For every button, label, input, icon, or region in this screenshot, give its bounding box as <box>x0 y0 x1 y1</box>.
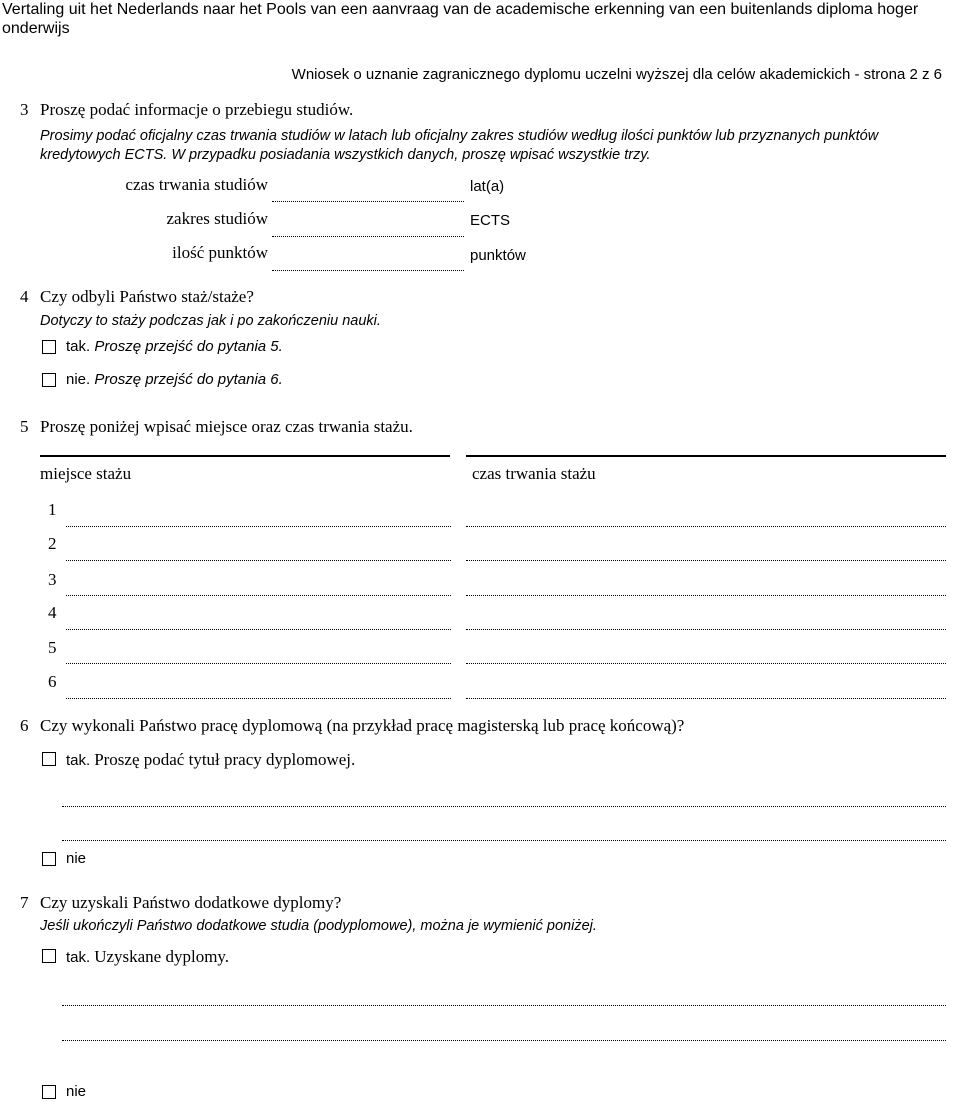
q4-number: 4 <box>20 287 29 306</box>
duration-column-header: czas trwania stażu <box>472 464 596 483</box>
q7-yes-key: tak. <box>66 949 91 966</box>
q4-no-checkbox[interactable] <box>42 373 56 387</box>
q3-note: Prosimy podać oficjalny czas trwania studiów w latach lub oficjalny zakres studiów według ilości punktów lub przyznanych punktów kredytowych ECTS. W przypadku posiadania wszystkich danych, proszę wpisać wszystkie trzy. <box>40 128 879 163</box>
extra-diplomas-input-1[interactable] <box>62 1005 946 1006</box>
internship-duration-input[interactable] <box>466 560 946 561</box>
internship-row-number: 3 <box>48 570 57 589</box>
place-column-header: miejsce stażu <box>40 464 132 483</box>
thesis-title-input-2[interactable] <box>62 840 946 841</box>
q4-no-label <box>66 371 283 388</box>
field-label-points: ilość punktów <box>172 243 268 262</box>
q3-heading: Proszę podać informacje o przebiegu studiów. <box>40 100 354 119</box>
q4-no-key: nie. <box>66 371 91 388</box>
internship-duration-input[interactable] <box>466 595 946 596</box>
internship-row-number: 2 <box>48 534 57 553</box>
q6-no-checkbox[interactable] <box>42 852 56 866</box>
q5-number: 5 <box>20 417 29 436</box>
q7-yes-label <box>66 947 229 967</box>
internship-row-number: 6 <box>48 672 57 691</box>
internship-row-number: 5 <box>48 638 57 657</box>
field-unit-ects: ECTS <box>470 212 511 229</box>
q4-heading: Czy odbyli Państwo staż/staże? <box>40 287 254 306</box>
q6-yes-key: tak. <box>66 752 91 769</box>
internship-duration-input[interactable] <box>466 629 946 630</box>
page-header: Wniosek o uznanie zagranicznego dyplomu uczelni wyższej dla celów akademickich - strona 2 z 6 <box>291 66 942 83</box>
internship-place-input[interactable] <box>66 595 451 596</box>
q7-yes-checkbox[interactable] <box>42 949 56 963</box>
q4-yes-checkbox[interactable] <box>42 340 56 354</box>
q6-yes-text: Proszę podać tytuł pracy dyplomowej. <box>94 750 356 769</box>
q7-no-checkbox[interactable] <box>42 1085 56 1099</box>
q7-number: 7 <box>20 893 29 912</box>
internship-duration-input[interactable] <box>466 663 946 664</box>
place-column-rule <box>40 455 450 457</box>
internship-place-input[interactable] <box>66 560 451 561</box>
internship-row-number: 1 <box>48 500 57 519</box>
q4-no-text: Proszę przejść do pytania 6. <box>94 371 283 388</box>
q6-heading: Czy wykonali Państwo pracę dyplomową (na przykład pracę magisterską lub pracę końcową)? <box>40 716 685 735</box>
field-label-scope: zakres studiów <box>166 209 268 228</box>
duration-column-rule <box>466 455 946 457</box>
field-input-points[interactable] <box>272 270 464 271</box>
internship-row-number: 4 <box>48 603 57 622</box>
q4-yes-label <box>66 338 283 355</box>
internship-place-input[interactable] <box>66 526 451 527</box>
q7-yes-text: Uzyskane dyplomy. <box>94 947 230 966</box>
q7-note: Jeśli ukończyli Państwo dodatkowe studia (podyplomowe), można je wymienić poniżej. <box>40 918 597 934</box>
document-title: Vertaling uit het Nederlands naar het Pools van een aanvraag van de academische erkenning van een buitenlands diploma hoger onderwijs <box>2 1 919 37</box>
q4-note: Dotyczy to staży podczas jak i po zakończeniu nauki. <box>40 313 381 329</box>
internship-duration-input[interactable] <box>466 526 946 527</box>
internship-place-input[interactable] <box>66 698 451 699</box>
q3-number: 3 <box>20 100 29 119</box>
q6-no-label: nie <box>66 850 87 867</box>
field-label-duration: czas trwania studiów <box>125 175 268 194</box>
field-unit-points: punktów <box>470 247 526 264</box>
q4-yes-key: tak. <box>66 338 91 355</box>
q4-yes-text: Proszę przejść do pytania 5. <box>94 338 283 355</box>
thesis-title-input-1[interactable] <box>62 806 946 807</box>
q6-yes-checkbox[interactable] <box>42 752 56 766</box>
q5-heading: Proszę poniżej wpisać miejsce oraz czas trwania stażu. <box>40 417 413 436</box>
extra-diplomas-input-2[interactable] <box>62 1040 946 1041</box>
internship-place-input[interactable] <box>66 629 451 630</box>
internship-duration-input[interactable] <box>466 698 946 699</box>
q7-heading: Czy uzyskali Państwo dodatkowe dyplomy? <box>40 893 342 912</box>
q6-number: 6 <box>20 716 29 735</box>
internship-place-input[interactable] <box>66 663 451 664</box>
q7-no-label: nie <box>66 1083 87 1100</box>
field-unit-years: lat(a) <box>470 178 505 195</box>
q6-yes-label <box>66 750 355 770</box>
field-input-scope[interactable] <box>272 236 464 237</box>
field-input-duration[interactable] <box>272 201 464 202</box>
